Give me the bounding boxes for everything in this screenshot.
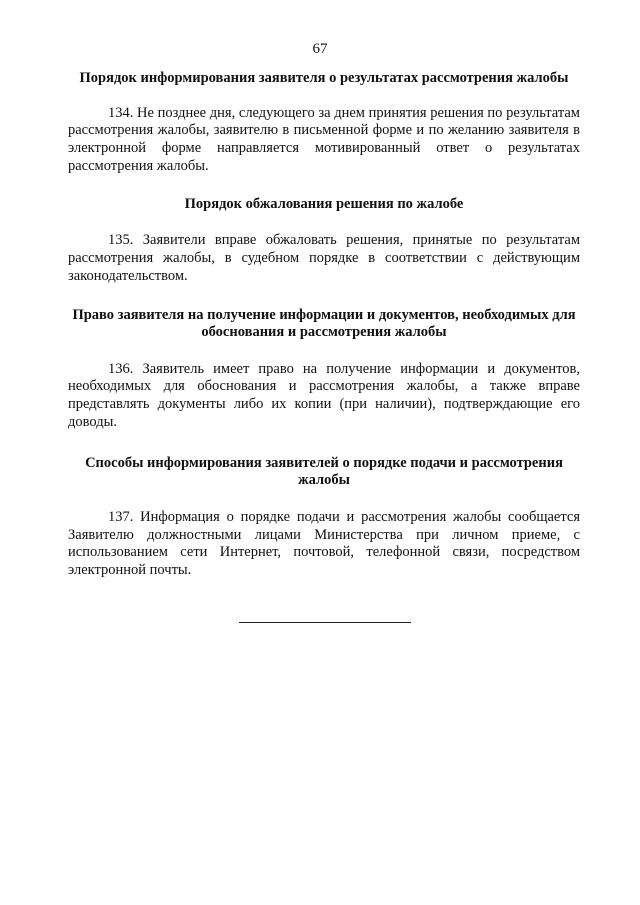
page-number: 67 — [312, 41, 328, 57]
section-heading: Порядок информирования заявителя о результатах рассмотрения жалобы — [79, 70, 569, 86]
section-information-methods — [68, 455, 580, 580]
section-heading: Способы информирования заявителей о порядке подачи и рассмотрения жалобы — [85, 454, 563, 489]
section-complaint-result-notification — [68, 70, 580, 176]
section-heading: Порядок обжалования решения по жалобе — [184, 195, 464, 212]
document-body — [68, 70, 580, 580]
section-right-to-information — [68, 307, 580, 432]
section-paragraph: 137. Информация о порядке подачи и рассмотрения жалобы сообщается Заявителю должностными лицами Министерства при личном приеме, с использованием сети Интернет, почтовой, телефонной связи, посредством электронной почты. — [68, 508, 580, 579]
section-paragraph: 136. Заявитель имеет право на получение информации и документов, необходимых для обоснования и рассмотрения жалобы, а также вправе представлять документы либо их копии (при наличии), подтверждающие его доводы. — [68, 360, 580, 430]
section-paragraph: 134. Не позднее дня, следующего за днем принятия решения по результатам рассмотрения жалобы, заявителю в письменной форме и по желанию заявителя в электронной форме направляется мотивированный ответ о результатах рассмотрения жалобы. — [68, 104, 580, 174]
section-paragraph: 135. Заявители вправе обжаловать решения, принятые по результатам рассмотрения жалобы, в судебном порядке в соответствии с действующим законодательством. — [68, 232, 580, 284]
section-decision-appeal — [68, 196, 580, 286]
section-heading: Право заявителя на получение информации и документов, необходимых для обоснования и рассмотрения жалобы — [72, 306, 576, 341]
end-of-document-rule — [239, 622, 411, 623]
